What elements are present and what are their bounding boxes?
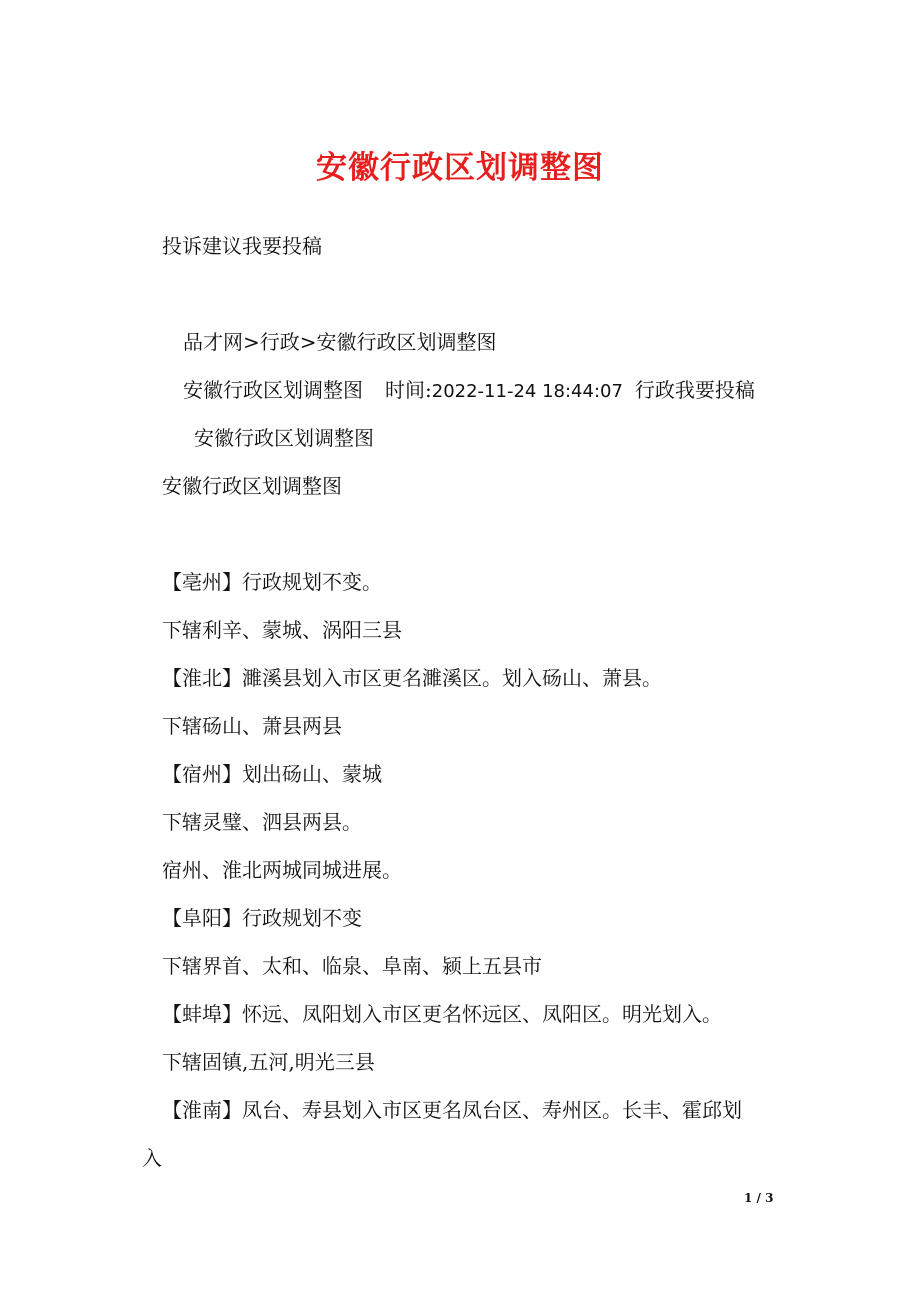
- paragraph: 【淮南】凤台、寿县划入市区更名凤台区、寿州区。长丰、霍邱划: [162, 1098, 742, 1122]
- article-meta: [183, 376, 755, 406]
- paragraph: 下辖界首、太和、临泉、阜南、颍上五县市: [162, 954, 542, 978]
- meta-article-title: 安徽行政区划调整图: [183, 378, 363, 402]
- paragraph: 【阜阳】行政规划不变: [162, 906, 362, 930]
- breadcrumb[interactable]: 品才网>行政>安徽行政区划调整图: [183, 330, 497, 354]
- paragraph: 入: [142, 1146, 162, 1170]
- meta-category-submit[interactable]: 行政我要投稿: [634, 378, 755, 402]
- page-title: 安徽行政区划调整图: [316, 150, 604, 186]
- paragraph: 下辖利辛、蒙城、涡阳三县: [162, 618, 402, 642]
- meta-time-label: 时间:: [385, 378, 432, 402]
- nav-links[interactable]: 投诉建议我要投稿: [162, 234, 322, 258]
- paragraph: 【淮北】濉溪县划入市区更名濉溪区。划入砀山、萧县。: [162, 666, 662, 690]
- paragraph: 【宿州】划出砀山、蒙城: [162, 762, 382, 786]
- paragraph: 下辖砀山、萧县两县: [162, 714, 342, 738]
- paragraph: 【亳州】行政规划不变。: [162, 570, 382, 594]
- page-number: 1 / 3: [744, 1191, 774, 1205]
- heading: 安徽行政区划调整图: [162, 474, 342, 498]
- paragraph: 下辖固镇,五河,明光三县: [162, 1050, 375, 1074]
- meta-time-value: 2022-11-24 18:44:07: [431, 381, 623, 402]
- subheading: 安徽行政区划调整图: [194, 426, 374, 450]
- paragraph: 下辖灵璧、泗县两县。: [162, 810, 362, 834]
- paragraph: 宿州、淮北两城同城进展。: [162, 858, 402, 882]
- paragraph: 【蚌埠】怀远、凤阳划入市区更名怀远区、凤阳区。明光划入。: [162, 1002, 722, 1026]
